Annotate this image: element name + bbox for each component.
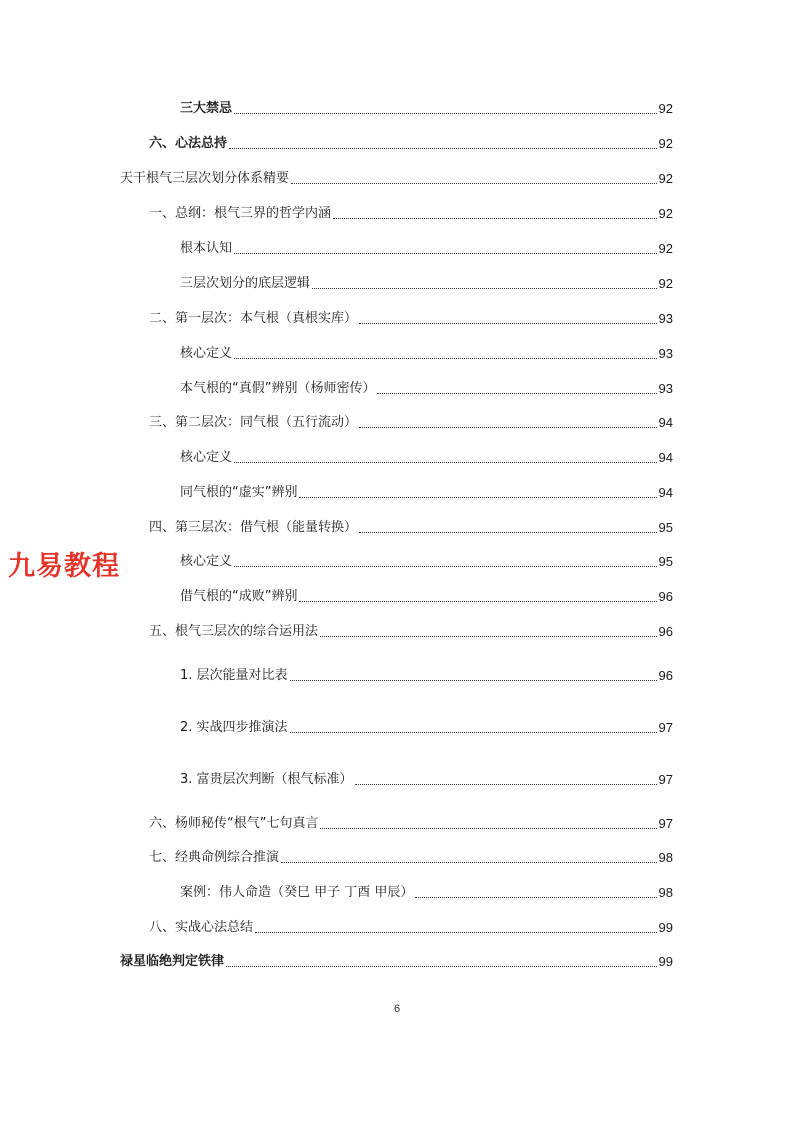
- toc-page-number: 97: [658, 816, 673, 831]
- toc-dot-leader: [234, 253, 657, 254]
- toc-entry-label: 核心定义: [180, 554, 233, 569]
- toc-entry[interactable]: [149, 308, 673, 328]
- toc-entry-label: 七、经典命例综合推演: [149, 850, 280, 865]
- toc-entry[interactable]: [149, 133, 673, 153]
- toc-dot-leader: [415, 897, 656, 898]
- toc-entry[interactable]: [120, 168, 673, 188]
- toc-dot-leader: [290, 732, 657, 733]
- toc-entry-label: 天干根气三层次划分体系精要: [120, 171, 290, 186]
- toc-entry[interactable]: [180, 482, 673, 502]
- toc-page-number: 95: [658, 554, 673, 569]
- toc-page-number: 92: [658, 241, 673, 256]
- toc-page-number: 93: [658, 346, 673, 361]
- toc-page-number: 99: [658, 954, 673, 969]
- toc-dot-leader: [234, 113, 657, 114]
- toc-entry-label: 本气根的“真假”辨别（杨师密传）: [180, 381, 376, 396]
- toc-page-number: 92: [658, 101, 673, 116]
- toc-page-number: 94: [658, 485, 673, 500]
- toc-dot-leader: [355, 784, 657, 785]
- toc-dot-leader: [281, 862, 657, 863]
- toc-page-number: 92: [658, 136, 673, 151]
- toc-entry-label: 六、心法总持: [149, 136, 228, 151]
- toc-page-number: 92: [658, 276, 673, 291]
- toc-page-number: 94: [658, 415, 673, 430]
- toc-dot-leader: [234, 462, 657, 463]
- toc-page-number: 93: [658, 381, 673, 396]
- toc-entry[interactable]: [180, 98, 673, 118]
- toc-entry[interactable]: [180, 238, 673, 258]
- toc-entry-label: 四、第三层次：借气根（能量转换）: [149, 520, 358, 535]
- toc-dot-leader: [359, 427, 657, 428]
- toc-entry-label: 一、总纲：根气三界的哲学内涵: [149, 206, 332, 221]
- toc-entry-label: 3. 富贵层次判断（根气标准）: [180, 772, 353, 787]
- toc-entry-label: 2. 实战四步推演法: [180, 720, 288, 735]
- toc-entry[interactable]: [180, 665, 673, 685]
- toc-entry-label: 禄星临绝判定铁律: [120, 954, 225, 969]
- toc-entry[interactable]: [149, 203, 673, 223]
- toc-dot-leader: [255, 932, 657, 933]
- toc-page-number: 97: [658, 772, 673, 787]
- toc-entry-label: 三大禁忌: [180, 101, 233, 116]
- toc-entry-label: 案例：伟人命造（癸巳 甲子 丁酉 甲辰）: [180, 885, 414, 900]
- toc-entry-label: 根本认知: [180, 241, 233, 256]
- toc-entry[interactable]: [149, 517, 673, 537]
- toc-entry-label: 五、根气三层次的综合运用法: [149, 624, 319, 639]
- toc-entry[interactable]: [149, 917, 673, 937]
- toc-page-number: 98: [658, 885, 673, 900]
- watermark: 九易教程: [8, 551, 120, 582]
- toc-dot-leader: [333, 218, 657, 219]
- toc-dot-leader: [299, 497, 656, 498]
- toc-entry-label: 1. 层次能量对比表: [180, 668, 288, 683]
- toc-page-number: 96: [658, 624, 673, 639]
- toc-dot-leader: [226, 966, 657, 967]
- toc-page-number: 98: [658, 850, 673, 865]
- toc-entry[interactable]: [180, 551, 673, 571]
- toc-entry[interactable]: [149, 621, 673, 641]
- toc-page-number: 96: [658, 589, 673, 604]
- toc-dot-leader: [290, 680, 657, 681]
- toc-page-number: 94: [658, 450, 673, 465]
- toc-page-number: 95: [658, 520, 673, 535]
- toc-entry[interactable]: [149, 813, 673, 833]
- toc-entry-label: 借气根的“成败”辨别: [180, 589, 298, 604]
- toc-entry-label: 八、实战心法总结: [149, 920, 254, 935]
- toc-entry[interactable]: [180, 343, 673, 363]
- toc-dot-leader: [320, 636, 657, 637]
- page-number: 6: [393, 1003, 401, 1015]
- toc-dot-leader: [359, 323, 657, 324]
- toc-dot-leader: [359, 532, 657, 533]
- toc-entry[interactable]: [149, 412, 673, 432]
- toc-entry-label: 核心定义: [180, 450, 233, 465]
- toc-entry-label: 三、第二层次：同气根（五行流动）: [149, 415, 358, 430]
- toc-page-number: 92: [658, 171, 673, 186]
- toc-entry[interactable]: [180, 882, 673, 902]
- toc-page-number: 92: [658, 206, 673, 221]
- toc-page-number: 97: [658, 720, 673, 735]
- toc-entry-label: 三层次划分的底层逻辑: [180, 276, 311, 291]
- toc-entry-label: 六、杨师秘传“根气”七句真言: [149, 816, 319, 831]
- toc-dot-leader: [320, 828, 656, 829]
- toc-entry[interactable]: [180, 769, 673, 789]
- toc-entry-label: 二、第一层次：本气根（真根实库）: [149, 311, 358, 326]
- toc-dot-leader: [234, 358, 657, 359]
- toc-entry[interactable]: [180, 378, 673, 398]
- toc-dot-leader: [299, 601, 656, 602]
- toc-dot-leader: [377, 393, 656, 394]
- toc-dot-leader: [229, 148, 657, 149]
- toc-entry[interactable]: [180, 586, 673, 606]
- toc-page-number: 93: [658, 311, 673, 326]
- toc-entry[interactable]: [180, 447, 673, 467]
- toc-page-number: 99: [658, 920, 673, 935]
- toc-entry[interactable]: [180, 273, 673, 293]
- toc-dot-leader: [234, 566, 657, 567]
- toc-entry[interactable]: [180, 717, 673, 737]
- toc-entry-label: 核心定义: [180, 346, 233, 361]
- toc-page-number: 96: [658, 668, 673, 683]
- toc-entry[interactable]: [120, 951, 673, 971]
- toc-dot-leader: [312, 288, 657, 289]
- toc-entry-label: 同气根的“虚实”辨别: [180, 485, 298, 500]
- toc-entry[interactable]: [149, 847, 673, 867]
- toc-dot-leader: [291, 183, 657, 184]
